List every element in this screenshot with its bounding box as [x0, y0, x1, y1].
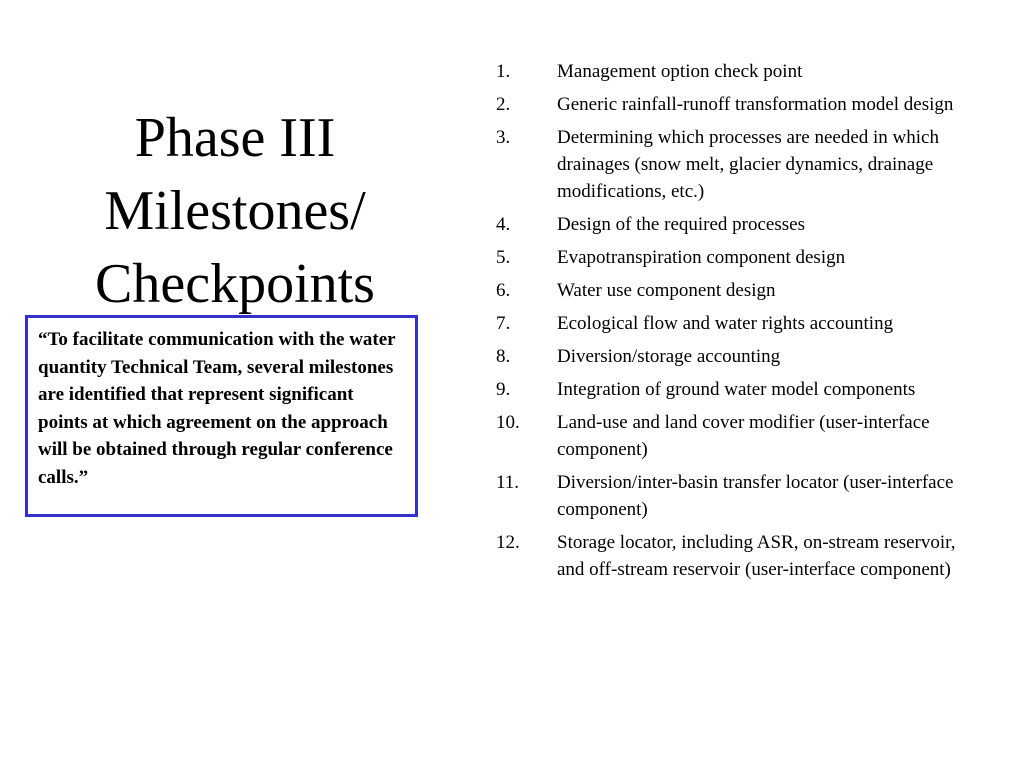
- item-text: Design of the required processes: [557, 214, 805, 235]
- item-number: 1.: [496, 61, 511, 82]
- item-text: Diversion/storage accounting: [557, 346, 781, 367]
- list-item: [496, 211, 966, 238]
- item-text: Land-use and land cover modifier (user-interface component): [557, 412, 930, 460]
- item-number: 11.: [496, 472, 520, 493]
- item-number: 2.: [496, 94, 511, 115]
- list-item: [496, 469, 966, 523]
- item-number: 6.: [496, 280, 511, 301]
- list-item: [496, 310, 966, 337]
- item-text: Ecological flow and water rights accounting: [557, 313, 894, 334]
- title-line-3: Checkpoints: [95, 252, 375, 315]
- title-line-1: Phase III: [134, 106, 336, 169]
- title-line-2: Milestones/: [104, 179, 366, 242]
- quote-box: [25, 315, 418, 517]
- item-number: 4.: [496, 214, 511, 235]
- list-item: [496, 409, 966, 463]
- list-item: [496, 58, 966, 85]
- item-number: 10.: [496, 412, 520, 433]
- list-item: [496, 376, 966, 403]
- list-item: [496, 91, 966, 118]
- item-text: Management option check point: [557, 61, 803, 82]
- item-text: Determining which processes are needed in which drainages (snow melt, glacier dynamics, drainage modifications, etc.): [557, 127, 939, 202]
- quote-text: “To facilitate communication with the water quantity Technical Team, several milestones are identified that represent significant points at which agreement on the approach will be obtained through regular conference calls.”: [38, 329, 396, 488]
- item-text: Diversion/inter-basin transfer locator (user-interface component): [557, 472, 954, 520]
- item-number: 8.: [496, 346, 511, 367]
- list-item: [496, 277, 966, 304]
- slide-title: [40, 102, 430, 321]
- item-number: 5.: [496, 247, 511, 268]
- item-text: Generic rainfall-runoff transformation model design: [557, 94, 954, 115]
- item-number: 9.: [496, 379, 511, 400]
- list-item: [496, 124, 966, 205]
- item-number: 7.: [496, 313, 511, 334]
- list-item: [496, 529, 966, 583]
- list-item: [496, 343, 966, 370]
- item-number: 12.: [496, 532, 520, 553]
- item-number: 3.: [496, 127, 511, 148]
- list-item: [496, 244, 966, 271]
- item-text: Evapotranspiration component design: [557, 247, 846, 268]
- item-text: Water use component design: [557, 280, 776, 301]
- milestone-list: [496, 58, 966, 589]
- item-text: Integration of ground water model components: [557, 379, 916, 400]
- item-text: Storage locator, including ASR, on-stream reservoir, and off-stream reservoir (user-interface component): [557, 532, 956, 580]
